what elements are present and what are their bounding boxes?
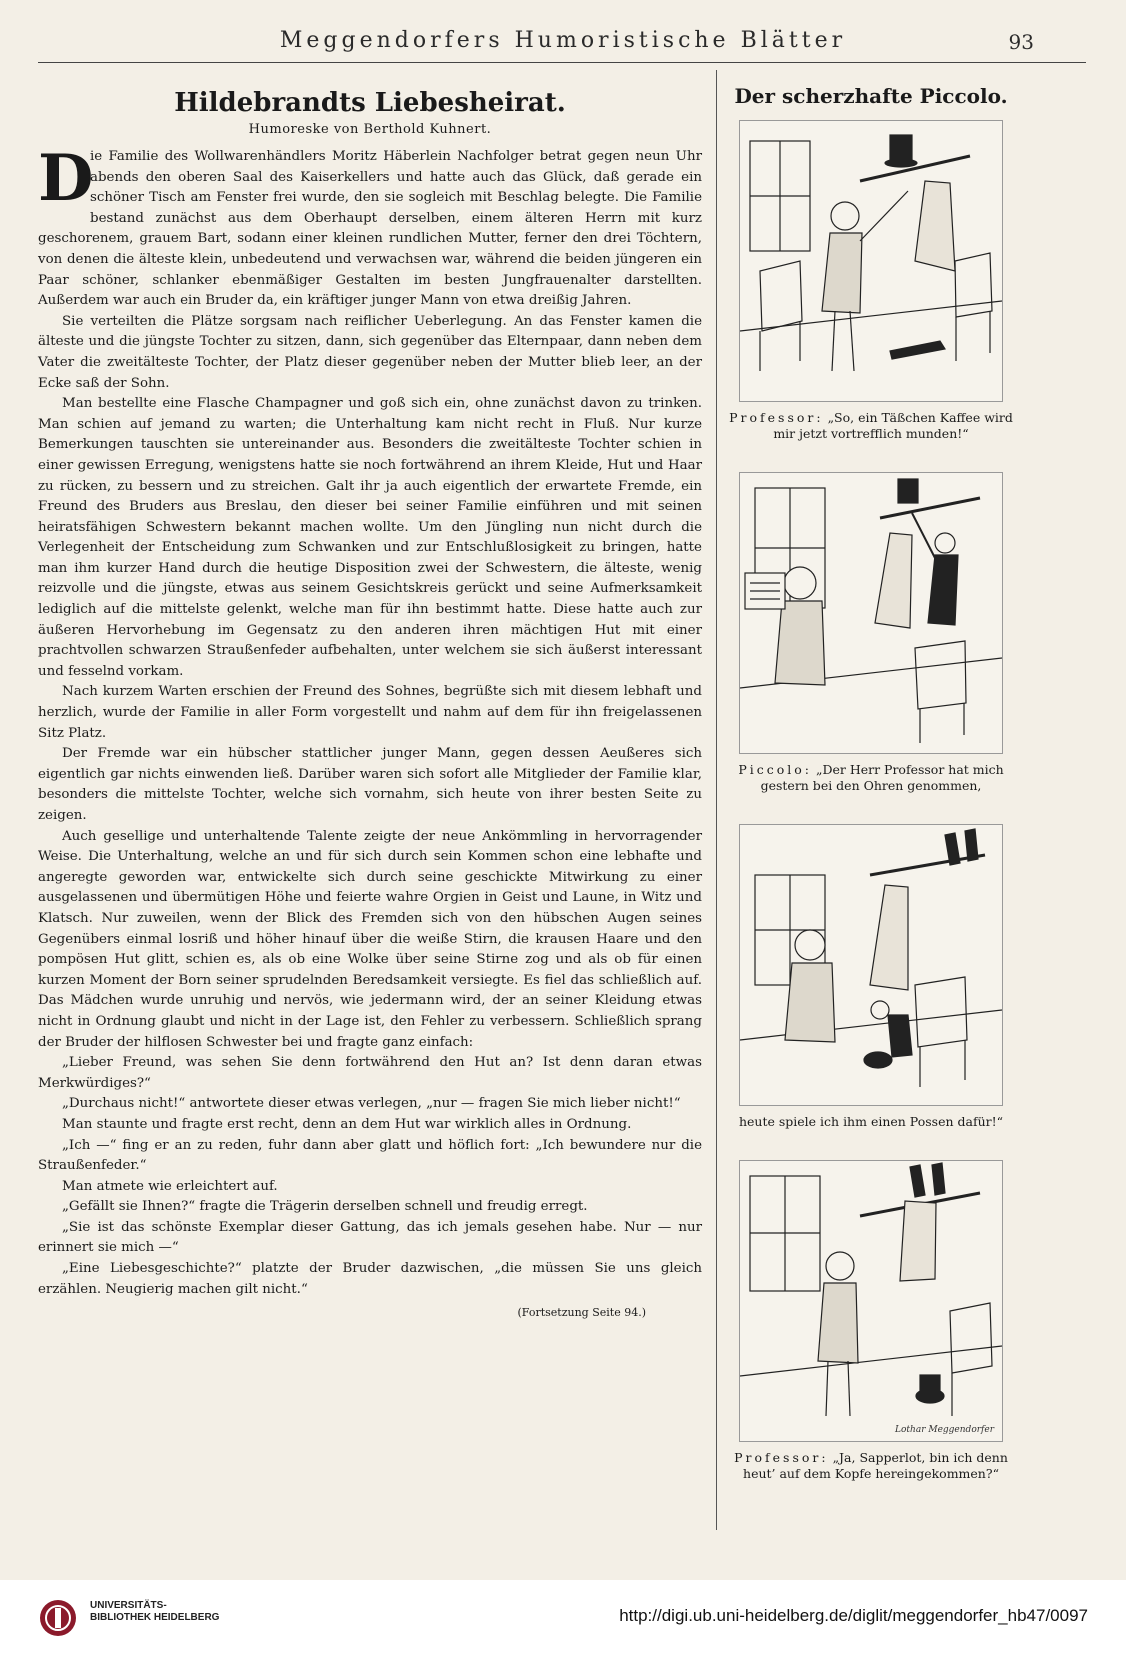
article-paragraph: Der Fremde war ein hübscher stattlicher junger Mann, gegen dessen Aeußeres sich eigentlich gar nichts einwenden ließ. Darüber waren sich sofort alle Mitglieder der Familie klar, besonders die mittelste Tochter, welche sich vornahm, sich heute von ihrer besten Seite zu zeigen. (38, 746, 702, 823)
article-paragraph: Sie verteilten die Plätze sorgsam nach reiflicher Ueberlegung. An das Fenster kamen die älteste und die jüngste Tochter zu sitzen, dann, sich gegenüber das Elternpaar, dann neben dem Vater die zweitälteste Tochter, der Platz dieser gegenüber neben der Mutter blieb leer, an der Ecke saß der Sohn. (38, 313, 702, 391)
artist-signature: Lothar Meggendorfer (895, 1425, 994, 1435)
article-paragraph: Nach kurzem Warten erschien der Freund des Sohnes, begrüßte sich mit diesem lebhaft und herzlich, wurde der Familie in aller Form vorgestellt und nahm auf dem für ihn freigelassenen Sitz Platz. (38, 684, 702, 741)
cartoon-title: Der scherzhafte Piccolo. (734, 84, 1008, 108)
article-paragraph: „Ich —“ fing er an zu reden, fuhr dann aber glatt und höflich fort: „Ich bewundere nur die Straußenfeder.“ (38, 1137, 702, 1174)
page-number: 93 (1008, 30, 1034, 54)
cartoon-panel-1 (739, 120, 1003, 402)
column-divider (716, 70, 717, 1530)
journal-title: Meggendorfers Humoristische Blätter (279, 28, 847, 53)
continuation-note: (Fortsetzung Seite 94.) (517, 1306, 646, 1320)
cartoon-panel-3 (739, 824, 1003, 1106)
illustration-piccolo-on-chair (740, 473, 1002, 753)
illustration-piccolo-bowing (740, 825, 1002, 1105)
cartoon-caption-4 (728, 1450, 1014, 1482)
cartoon-caption-3 (728, 1114, 1014, 1130)
article-paragraph: „Sie ist das schönste Exemplar dieser Gattung, das ich jemals gesehen habe. Nur — nur erinnert sie mich —“ (38, 1219, 702, 1256)
article-title: Hildebrandts Liebesheirat. (174, 88, 566, 118)
article-byline: Humoreske von Berthold Kuhnert. (248, 122, 492, 137)
caption-speaker: Piccolo: (738, 762, 812, 777)
article-paragraph (38, 141, 702, 312)
cartoon-caption-1 (728, 410, 1014, 442)
article-paragraph: „Eine Liebesgeschichte?“ platzte der Bruder dazwischen, „die müssen Sie uns gleich erzählen. Neugierig machen gilt nicht.“ (38, 1261, 702, 1297)
caption-text: „Der Herr Professor hat mich gestern bei den Ohren genommen, (760, 762, 1004, 793)
article-paragraph: Man atmete wie erleichtert auf. (62, 1178, 278, 1194)
illustration-professor-confused (740, 1161, 1002, 1441)
illustration-professor-hanging-coat (740, 121, 1002, 401)
library-name: UNIVERSITÄTS- BIBLIOTHEK HEIDELBERG (90, 1600, 220, 1623)
caption-speaker: Professor: (734, 1450, 829, 1465)
caption-text: „So, ein Täßchen Kaffee wird mir jetzt vortrefflich munden!“ (773, 410, 1013, 441)
caption-text: „Ja, Sapperlot, bin ich denn heut’ auf dem Kopfe hereingekommen?“ (743, 1450, 1008, 1481)
article (38, 78, 702, 1319)
cartoon-panel-2 (739, 472, 1003, 754)
cartoon-panel-4 (739, 1160, 1003, 1442)
source-url-link[interactable]: http://digi.ub.uni-heidelberg.de/diglit/meggendorfer_hb47/0097 (619, 1606, 1088, 1625)
cartoon-caption-2 (728, 762, 1014, 794)
university-seal-icon (38, 1598, 78, 1638)
article-paragraph: Man staunte und fragte erst recht, denn an dem Hut war wirklich alles in Ordnung. (62, 1116, 632, 1132)
article-paragraph: Man bestellte eine Flasche Champagner und goß sich ein, ohne zunächst davon zu trinken. Man schien auf jemand zu warten; die Unterhaltung kam nicht recht in Fluß. Nur kurze Bemerkungen tauschten sie untereinander aus. Besonders die zweitälteste Tochter schien in einer gewissen Erregung, wenigstens hatte sie noch fortwährend an ihrem Kleide, Hut und Haar zu rücken, zu bessern und zu streichen. Galt ihr ja auch eigentlich der erwartete Fremde, ein Freund des Bruders aus Breslau, den dieser bei seiner Familie einführen und mit seinen heiratsfähigen Schwestern bekannt machen wollte. Um den Jüngling nun nicht durch die Verlegenheit der Entscheidung zum Schwanken und zur Entschlußlosigkeit zu bringen, hatte man ihm kurzer Hand durch die heutige Disposition zwei der Schwestern, die älteste, wenig reizvolle und die jüngste, etwas aus seinem Gesichtskreis gerückt und seine Aufmerksamkeit lediglich auf die mittelste gelenkt, welche man für ihn bestimmt hatte. Diese hatte auch zur äußeren Hervorhebung im Gegensatz zu den anderen ihren mächtigen Hut mit einer prachtvollen schwarzen Straußenfeder aufbehalten, unter welchem sie sich äußerst interessant und fesselnd vorkam. (38, 396, 702, 679)
cartoon-strip (728, 78, 1014, 1512)
drop-cap: D (38, 141, 94, 216)
article-paragraph: „Durchaus nicht!“ antwortete dieser etwas verlegen, „nur — fragen Sie mich lieber nicht!“ (62, 1096, 681, 1112)
header-rule (38, 62, 1086, 63)
article-paragraph: „Gefällt sie Ihnen?“ fragte die Trägerin derselben schnell und freudig erregt. (62, 1199, 588, 1215)
footer (0, 1580, 1126, 1657)
caption-text: heute spiele ich ihm einen Possen dafür!“ (738, 1114, 1004, 1129)
caption-speaker: Professor: (729, 410, 824, 425)
first-paragraph-text: ie Familie des Wollwarenhändlers Moritz Häberlein Nachfolger betrat gegen neun Uhr abends den oberen Saal des Kaiserkellers und hatte auch das Glück, daß gerade ein schöner Tisch am Fenster frei wurde, den sie sogleich mit Beschlag belegte. Die Familie bestand zunächst aus dem Oberhaupt derselben, einem älteren Herrn mit kurz geschorenem, grauem Bart, sodann einer kleinen rundlichen Mutter, ferner den drei Töchtern, von denen die älteste klein, unbedeutend und verwachsen war, während die beiden jüngeren ein Paar schöner, schlanker ebenmäßiger Gestalten im besten Jungfrauenalter darstellten. Außerdem war auch ein Bruder da, ein kräftiger junger Mann von etwa dreißig Jahren. (38, 149, 702, 309)
article-paragraph: „Lieber Freund, was sehen Sie denn fortwährend den Hut an? Ist denn daran etwas Merkwürdiges?“ (38, 1055, 702, 1091)
article-body (38, 141, 702, 1300)
article-paragraph: Auch gesellige und unterhaltende Talente zeigte der neue Ankömmling in hervorragender Weise. Die Unterhaltung, welche an und für sich durch sein Kommen schon eine lebhafte und angeregte geworden war, entwickelte sich durch seine geschickte Mitwirkung zu einer ausgelassenen und übermütigen Höhe und feierte wahre Orgien in Geist und Laune, in Witz und Klatsch. Nur zuweilen, wenn der Blick des Fremden sich von den hübschen Augen seines Gegenübers einmal losriß und höher hinauf über die weiße Stirn, die krausen Haare und den pompösen Hut glitt, schien es, als ob eine Wolke über seine Stirne zog und als ob für einen kurzen Moment der Born seiner sprudelnden Beredsamkeit versiegte. Es fiel das schließlich auf. Das Mädchen wurde unruhig und nervös, wie jedermann wird, der an seiner Kleidung etwas nicht in Ordnung glaubt und nicht in der Lage ist, den Fehler zu verbessern. Schließlich sprang der Bruder der hilflosen Schwester bei und fragte ganz einfach: (38, 828, 702, 1050)
